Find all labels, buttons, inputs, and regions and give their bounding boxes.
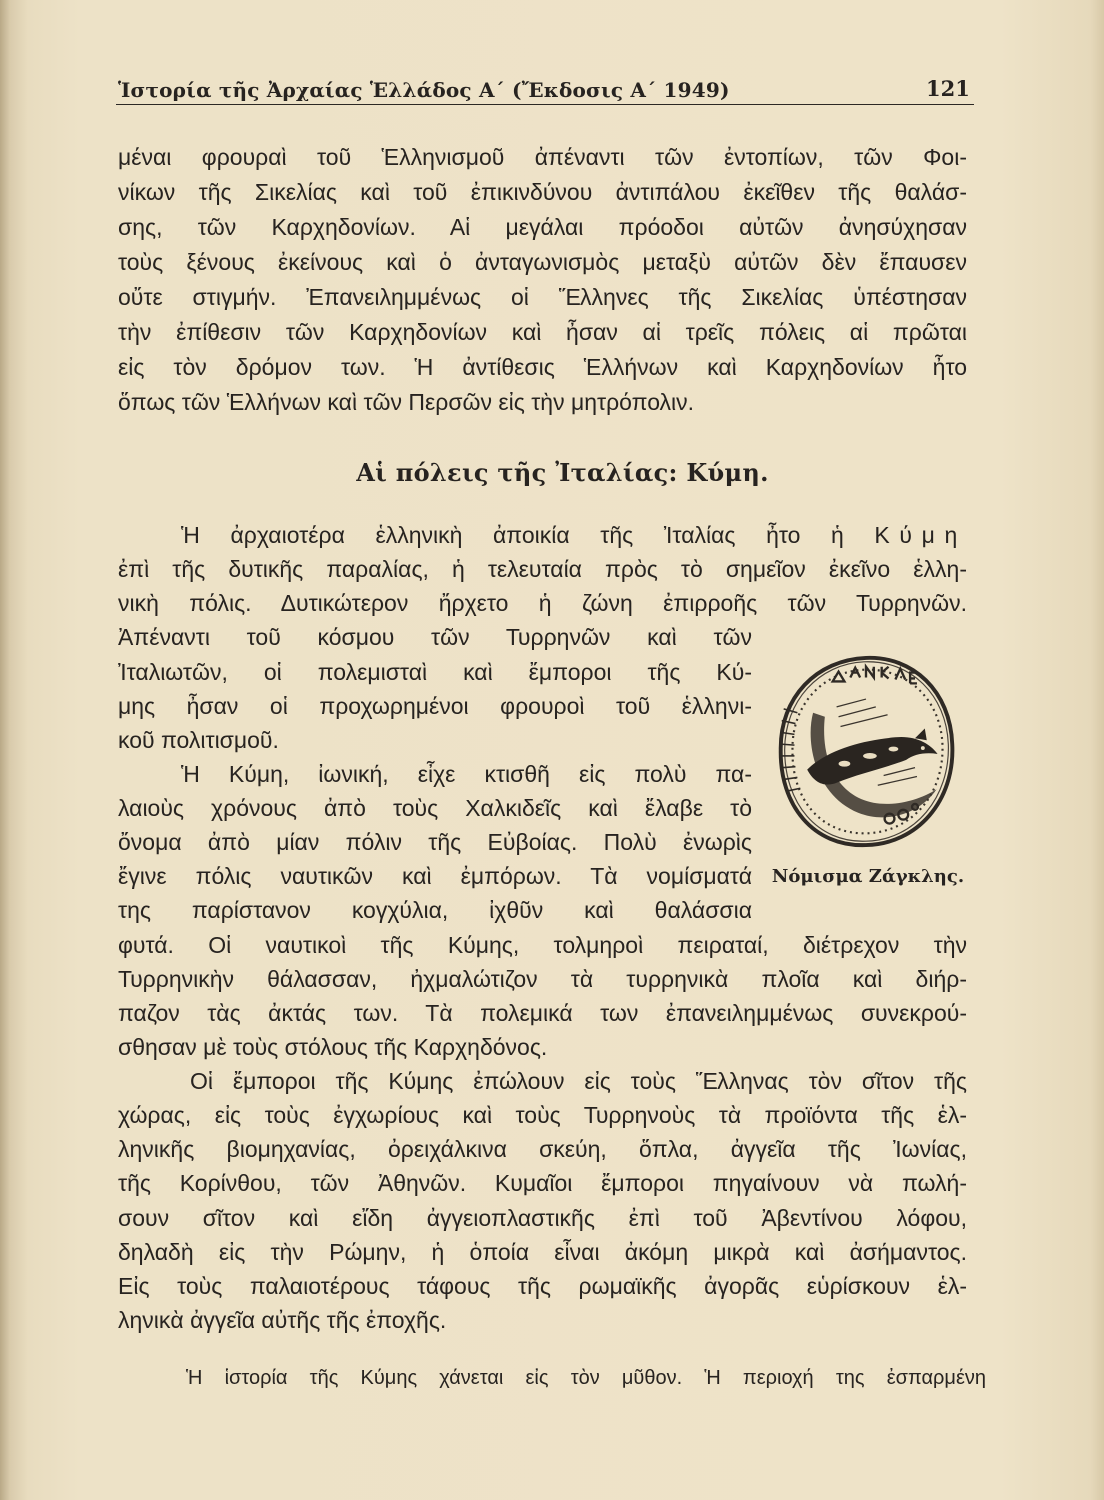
coin-icon [768, 648, 964, 854]
text-line: ὄνομα ἀπὸ μίαν πόλιν τῆς Εὐβοίας. Πολὺ ἐνωρὶς [118, 829, 752, 856]
text-line-lead: Ἡ ἀρχαιοτέρα ἑλληνικὴ ἀποικία τῆς Ἰταλίας ἦτο ἡ [181, 522, 844, 548]
text-line: ληνικὰ ἀγγεῖα αὐτῆς τῆς ἐποχῆς. [118, 1306, 447, 1333]
text-line: σουν σῖτον καὶ εἴδη ἀγγειοπλαστικῆς ἐπὶ τοῦ Ἀβεντίνου λόφου, [118, 1204, 967, 1231]
text-line: μέναι φρουραὶ τοῦ Ἑλληνισμοῦ ἀπέναντι τῶν ἐντοπίων, τῶν Φοι- [118, 144, 967, 170]
text-line: Ἀπέναντι τοῦ κόσμου τῶν Τυρρηνῶν καὶ τῶν [118, 624, 752, 651]
text-line: νίκων τῆς Σικελίας καὶ τοῦ ἐπικινδύνου ἀντιπάλου ἐκεῖθεν τῆς θαλάσ- [118, 179, 967, 205]
emphasized-name: Κύμη [874, 522, 967, 548]
paragraph-1 [118, 140, 967, 420]
section-heading: Αἱ πόλεις τῆς Ἰταλίας: Κύμη. [356, 458, 769, 487]
page-number: 121 [926, 76, 970, 101]
text-line: οὔτε στιγμήν. Ἐπανειλημμένως οἱ Ἕλληνες τῆς Σικελίας ὑπέστησαν [118, 284, 967, 310]
text-line: Εἰς τοὺς παλαιοτέρους τάφους τῆς ρωμαϊκῆς ἀγορᾶς εὑρίσκουν ἑλ- [118, 1272, 967, 1299]
running-header-title: Ἱστορία τῆς Ἀρχαίας Ἑλλάδος Α΄ (Ἔκδοσις Α΄ 1949) [118, 78, 730, 102]
text-line: εἰς τὸν δρόμον των. Ἡ ἀντίθεσις Ἑλλήνων καὶ Καρχηδονίων ἦτο [118, 354, 967, 380]
body-text [118, 518, 967, 1337]
text-line [118, 518, 967, 552]
text-line: Τυρρηνικὴν θάλασσαν, ἠχμαλώτιζον τὰ τυρρηνικὰ πλοῖα καὶ διήρ- [118, 965, 967, 992]
continuation-line: Ἡ ἱστορία τῆς Κύμης χάνεται εἰς τὸν μῦθον. Ἡ περιοχή της ἐσπαρμένη [186, 1367, 986, 1389]
coin-left-hatching [781, 709, 801, 791]
text-line: χώρας, εἰς τοὺς ἐγχωρίους καὶ τοὺς Τυρρηνοὺς τὰ προϊόντα τῆς ἑλ- [118, 1102, 967, 1129]
coin-legend-marks [833, 667, 917, 684]
text-line: σθησαν μὲ τοὺς στόλους τῆς Καρχηδόνος. [118, 1033, 548, 1060]
text-line: τῆς Κορίνθου, τῶν Ἀθηνῶν. Κυμαῖοι ἔμποροι πηγαίνουν νὰ πωλή- [118, 1170, 967, 1197]
text-line: ἔγινε πόλις ναυτικῶν καὶ ἐμπόρων. Τὰ νομίσματά [118, 863, 752, 890]
text-line: Ἡ Κύμη, ἰωνική, εἶχε κτισθῆ εἰς πολὺ πα- [181, 760, 752, 787]
text-line: δηλαδὴ εἰς τὴν Ρώμην, ἡ ὁποία εἶναι ἀκόμη μικρὰ καὶ ἀσήμαντος. [118, 1238, 967, 1265]
text-line: ληνικῆς βιομηχανίας, ὀρειχάλκινα σκεύη, ὅπλα, ἀγγεῖα τῆς Ἰωνίας, [118, 1136, 967, 1163]
text-line: τὴν ἐπίθεσιν τῶν Καρχηδονίων καὶ ἦσαν αἱ τρεῖς πόλεις αἱ πρῶται [118, 319, 967, 345]
text-line: ἐπὶ τῆς δυτικῆς παραλίας, ἡ τελευταία πρὸς τὸ σημεῖον ἐκεῖνο ἑλλη- [118, 556, 967, 583]
text-line: φυτά. Οἱ ναυτικοὶ τῆς Κύμης, τολμηροὶ πειραταί, διέτρεχον τὴν [118, 931, 967, 958]
text-line: νικὴ πόλις. Δυτικώτερον ἤρχετο ἡ ζώνη ἐπιρροῆς τῶν Τυρρηνῶν. [118, 590, 967, 617]
text-line: τοὺς ξένους ἐκείνους καὶ ὁ ἀνταγωνισμὸς μεταξὺ αὐτῶν δὲν ἔπαυσεν [118, 249, 967, 275]
text-line: ὅπως τῶν Ἑλλήνων καὶ τῶν Περσῶν εἰς τὴν μητρόπολιν. [118, 389, 695, 415]
text-line: λαιοὺς χρόνους ἀπὸ τοὺς Χαλκιδεῖς καὶ ἔλαβε τὸ [118, 795, 752, 821]
text-line: Ἰταλιωτῶν, οἱ πολεμισταὶ καὶ ἔμποροι τῆς Κύ- [118, 658, 752, 685]
text-line: της παρίστανον κογχύλια, ἰχθῦν καὶ θαλάσσια [118, 897, 752, 924]
text-line: κοῦ πολιτισμοῦ. [118, 726, 279, 753]
figure-caption: Νόμισμα Ζάγκλης. [771, 866, 965, 887]
text-line: Οἱ ἔμποροι τῆς Κύμης ἐπώλουν εἰς τοὺς Ἕλληνας τὸν σῖτον τῆς [190, 1068, 967, 1094]
text-line: μης ἦσαν οἱ προχωρημένοι φρουροὶ τοῦ ἑλληνι- [118, 692, 752, 719]
text-line: παζον τὰς ἀκτάς των. Τὰ πολεμικά των ἐπανειλημμένως συνεκρού- [118, 999, 967, 1026]
text-line: σης, τῶν Καρχηδονίων. Αἱ μεγάλαι πρόοδοι αὐτῶν ἀνησύχησαν [118, 214, 967, 240]
header-rule [116, 104, 974, 105]
